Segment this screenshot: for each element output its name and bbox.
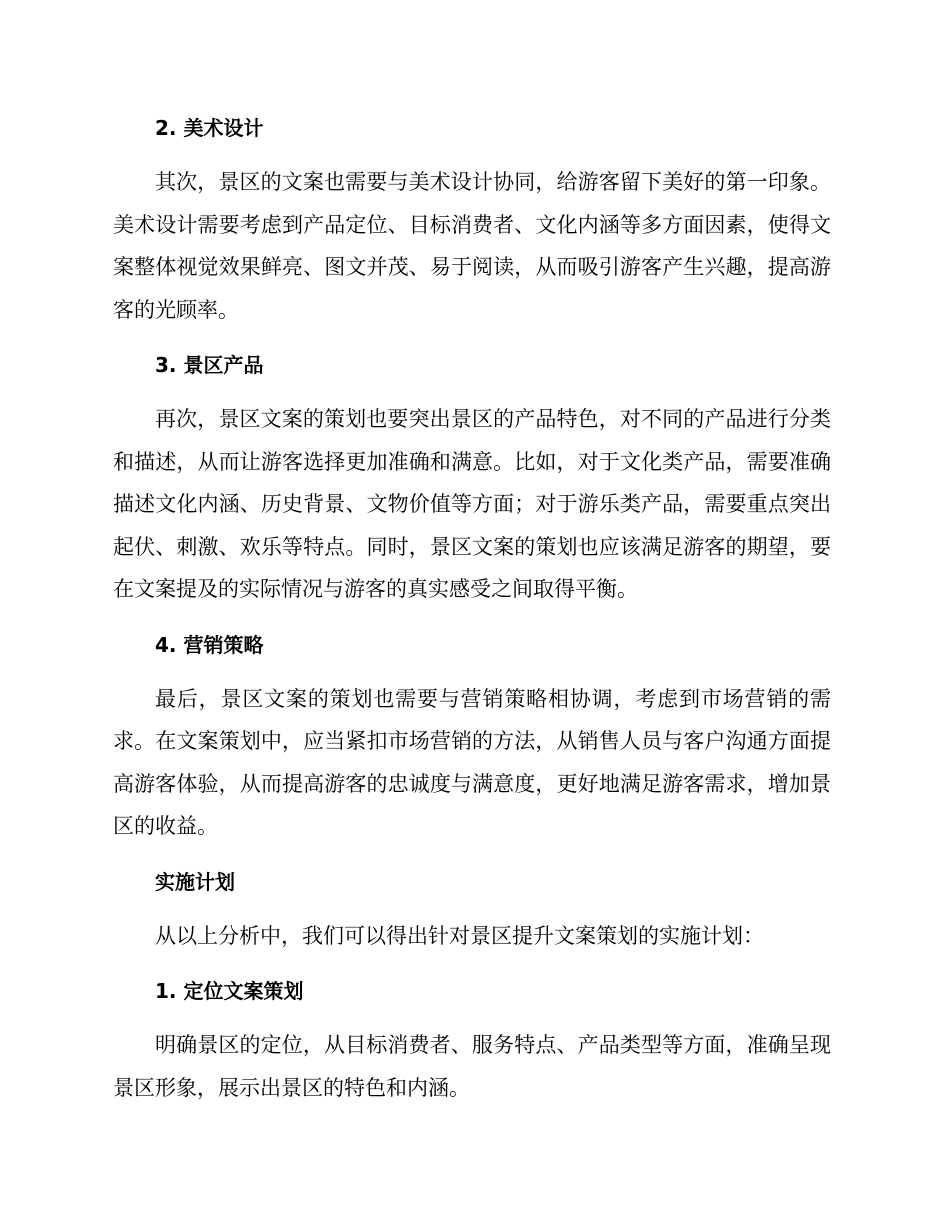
paragraph-scenic-products: 再次，景区文案的策划也要突出景区的产品特色，对不同的产品进行分类和描述，从而让游客选择更加准确和满意。比如，对于文化类产品，需要准确描述文化内涵、历史背景、文物价值等方面；对于游乐类产品，需要重点突出起伏、刺激、欢乐等特点。同时，景区文案的策划也应该满足游客的期望，要在文案提及的实际情况与游客的真实感受之间取得平衡。 [113,407,831,601]
paragraph-art-design: 其次，景区的文案也需要与美术设计协同，给游客留下美好的第一印象。美术设计需要考虑到产品定位、目标消费者、文化内涵等多方面因素，使得文案整体视觉效果鲜亮、图文并茂、易于阅读，从而吸引游客产生兴趣，提高游客的光顾率。 [113,170,831,322]
heading-art-design: 2. 美术设计 [155,116,264,140]
paragraph-positioning: 明确景区的定位，从目标消费者、服务特点、产品类型等方面，准确呈现景区形象，展示出景区的特色和内涵。 [113,1033,831,1100]
paragraph-implementation-plan: 从以上分析中，我们可以得出针对景区提升文案策划的实施计划： [155,923,764,948]
heading-implementation-plan: 实施计划 [155,869,235,894]
heading-scenic-products: 3. 景区产品 [155,353,264,377]
paragraph-marketing-strategy: 最后，景区文案的策划也需要与营销策略相协调，考虑到市场营销的需求。在文案策划中，应当紧扣市场营销的方法，从销售人员与客户沟通方面提高游客体验，从而提高游客的忠诚度与满意度，更好地满足游客需求，增加景区的收益。 [113,686,831,838]
heading-marketing-strategy: 4. 营销策略 [155,632,264,657]
heading-positioning: 1. 定位文案策划 [155,979,304,1003]
document-body [113,108,831,1109]
